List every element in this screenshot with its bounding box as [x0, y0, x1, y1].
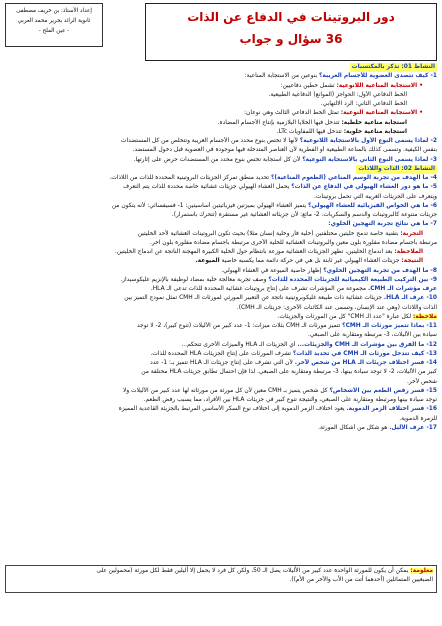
text-segment: بعد اندماج الخليتين، تظهر الجزيئات الغشائية موزعة بانتظام حول الخلية الكبيرة المهجنة الناتجة عن اندماج الخليتين.	[114, 249, 395, 255]
page-title: دور البروتينات في الدفاع عن الذات	[187, 10, 395, 24]
text-segment: • الاستجابة المناعية اللانوعية:	[336, 82, 423, 89]
text-segment: مرتبطة بأجسام مضادة مفلورة بلون معين والبروتينات الغشائية للخلية الأخرى مرتبطة بأجسام مضادة مفلورة بلون آخر.	[149, 239, 437, 246]
text-line	[5, 202, 437, 211]
text-line	[5, 211, 437, 220]
text-line	[5, 230, 437, 239]
text-segment: الميوعة.	[195, 258, 220, 265]
text-line	[5, 424, 437, 433]
text-line	[5, 146, 437, 155]
text-line	[5, 91, 437, 100]
text-segment: يتميز الغشاء الهيولي بميزتين فيزيائيتين أساسيتين: 1- فسيفسائي: لأنه يتكون من	[111, 202, 308, 209]
text-line	[5, 341, 437, 350]
text-segment: النتيجة:	[401, 258, 423, 265]
text-line	[5, 313, 437, 322]
text-segment: ويتعرف على الجزيئات الغريبة التي تحمل بروتينات.	[314, 193, 437, 200]
text-segment: توجد سيادة بينها ومرتبطة ومتقاربة على الصبغي، والنتيجة تنوع كبير في جزيئات HLA بين الأفراد، مما يسبب رفض الطعم.	[143, 397, 437, 403]
text-segment: بتقنية خاصة تدمج خليتين مختلفتين (خلية فأر وخلية إنسان مثلا) بحيث تكون البروتينات الغشائية لأحد الخليتين	[137, 230, 401, 237]
info-note-text-1: يمكن أن يكون للمورثة الواحدة عدد كبير من الأليلات يصل الـ 50، ولكن كل فرد لا يحمل إلا أليلين فقط لكل مورثة (محمولين على	[96, 568, 409, 574]
text-line	[5, 276, 437, 285]
info-note-label: معلومة:	[410, 568, 433, 574]
text-segment: 9- بين التركيب الطبيعة الكيميائية للجزيئات المحددة للذات؟	[268, 276, 437, 283]
text-line	[5, 350, 437, 359]
text-segment: هو شكل من أشكال المورثة.	[318, 424, 390, 431]
text-segment: 11- بماذا تتميز مورثات الـ CMH؟	[342, 323, 437, 329]
text-segment: 5- ما هو دور الغشاء الهيولي في الدفاع عن الذات؟	[291, 184, 437, 191]
text-segment: 17- عرف الأليل.	[389, 424, 437, 431]
text-line	[5, 285, 437, 294]
text-segment: تتميز مورثات الـ CMH بثلاث ميزات: 1- عدد كبير من الأليلات (تنوع كبير)، 2- لا توجد	[136, 323, 343, 329]
text-segment: يحمل الغشاء الهيولي جزيئات غشائية خاصة محددة للذات يتم التعرف	[122, 184, 292, 191]
text-segment: الذات واللاذات (وهي عند الإنسان، وتسمى عند الكائنات الأخرى: جزيئات الـ CMH).	[236, 304, 437, 311]
text-segment: كبير من الأليلات، 2- لا توجد سيادة بينها، 3- مرتبطة ومتقاربة على الصبغي. لذا فإن احتمال تطابق جزيئات HLA مختلفة من	[141, 369, 437, 376]
text-line	[5, 137, 437, 146]
text-segment: بنوعين من الاستجابة المناعية:	[244, 73, 319, 80]
text-line	[5, 183, 437, 192]
qa-content	[5, 63, 437, 433]
text-segment: الخط الدفاعي الأول: الحواجز (الموانع) الدفاعية الطبيعية.	[268, 91, 407, 98]
text-segment: بنفس الكيفية. وتسمى كذلك بالمناعة الطبيعية أو الفطرية لأن العناصر المتدخلة فيها موجودة في العضوية قبل دخول المستضد.	[132, 147, 437, 154]
text-segment: 8- ما الهدف من تجربة التهجين الخلوي؟	[323, 267, 437, 274]
text-line	[5, 128, 437, 137]
school-name: ثانوية الرائد بحرير محمد العربي	[17, 18, 91, 24]
text-segment: تتدخل فيها اللمفاويات LTc.	[276, 128, 344, 135]
text-line	[5, 267, 437, 276]
info-note-box	[5, 565, 437, 593]
text-line	[5, 72, 437, 81]
text-segment: للزمرة الدموية.	[399, 415, 437, 422]
text-line	[5, 415, 437, 424]
text-segment: تحديد منطق تمركز الجزيئات البروتينية المحددة للذات من اللاذات.	[109, 175, 271, 181]
text-line	[5, 156, 437, 165]
text-segment: تشمل خطين دفاعيين:	[280, 82, 337, 89]
text-line	[5, 304, 437, 313]
text-segment: التجربة:	[400, 230, 423, 237]
text-segment: النشاط 02: الذات واللاذات	[356, 165, 437, 174]
text-segment: 1- كيف تتصدى العضوية للأجسام الغريبة؟	[319, 73, 437, 80]
text-line	[5, 378, 437, 387]
text-line	[5, 396, 437, 405]
text-line	[5, 294, 437, 303]
text-segment: سيادة بين الأليلات، 3- مرتبطة ومتقاربة على الصبغي.	[308, 332, 437, 339]
text-line	[5, 359, 437, 368]
text-segment: أي الجزيئات الـ HLA والميزات الأخرى تتحكم...	[181, 341, 298, 348]
text-segment: 13- كيف تتدخل مورثات الـ CMH في تحديد الذات؟	[292, 350, 437, 357]
teacher-name: إعداد الأستاذ: بن خريف مصطفى	[16, 8, 92, 14]
text-line	[5, 174, 437, 183]
text-segment: 4- ما الهدف من تجربة الوسم المناعي (الطعوم المناعية)؟	[270, 175, 437, 181]
text-segment: 6- ما هي الخواص الفيزيائية للغشاء الهيولي؟	[308, 202, 437, 209]
text-segment: الملاحظة:	[394, 249, 423, 255]
text-segment: استجابة مناعية خلوية:	[343, 128, 407, 135]
text-segment: 7- ما هي نتائج تجربة التهجين الخلوي:	[328, 221, 437, 228]
text-line	[5, 387, 437, 396]
text-segment: تمثل الخط الدفاعي الثالث وهي نوعان:	[244, 110, 341, 117]
text-segment: إظهار خاصية الميوعة في الغشاء الهيولي.	[221, 267, 324, 274]
text-segment: جزيئات غشائية ذات طبيعة غليكوبروتينية ناتجة عن التعبير المورثي لمورثات الـ CMH تمثل نمودج التميز بين	[124, 295, 384, 302]
text-line	[5, 100, 437, 109]
page-subtitle: 36 سؤال و جواب	[239, 32, 343, 46]
text-segment: تتدخل فيها الخلايا البلازمية بإنتاج الأجسام المضادة.	[217, 119, 342, 126]
text-line	[5, 109, 437, 118]
text-line	[5, 220, 437, 229]
text-line	[5, 331, 437, 340]
text-line	[5, 257, 437, 266]
text-line	[5, 322, 437, 331]
title-box	[145, 3, 437, 61]
text-segment: لأن كل استجابة تختص بنوع محدد من المستضدات حرض على إثارتها.	[133, 156, 303, 163]
text-line	[5, 63, 437, 72]
text-segment: 10- عرف الـ HLA.	[383, 295, 437, 302]
text-line	[5, 239, 437, 248]
text-segment: عرف مؤشرات الـ CMH.	[367, 286, 437, 292]
text-line	[5, 82, 437, 91]
text-segment: 15- فسر رفض الطعم بين الأشخاص؟	[329, 387, 437, 394]
text-segment: لكل عبارة "عدد الـ CMH" كل من المورثات والجزيئات.	[277, 313, 413, 320]
text-segment: جزيئات متنوعة كالبروتينات والدسم والسكريات. 2- مائع: لأن جزيئاته الغشائية غير مستقرة (تتحرك باستمرار).	[171, 212, 437, 218]
text-segment: 3- لماذا يسمى النوع الثاني بالاستجابة النوعية؟	[302, 156, 437, 163]
text-line	[5, 165, 437, 174]
text-line	[5, 368, 437, 377]
text-line	[5, 248, 437, 257]
text-segment: جزيئات الغشاء الهيولي غير ثابتة بل هي في حركة دائمة مما يكسبه خاصية	[219, 258, 402, 265]
text-segment: تشرف المورثات على إنتاج الجزيئات HLA المحددة للذات.	[150, 350, 293, 357]
school-location: - عين الملح -	[38, 28, 70, 34]
text-segment: 16- فسر اختلاف الزمر الدموية.	[346, 406, 437, 413]
text-segment: مجموعة من المؤشرات تشرف على إنتاج بروتينات غشائية المحددة للذات تدعى الـ HLA.	[150, 286, 368, 292]
worksheet-page	[5, 3, 437, 622]
text-segment: الخط الدفاعي الثاني: الرد الالتهابي.	[320, 101, 407, 107]
text-segment: كل شخص يتميز بـ CMH معين لأن كل مورثة من مورثاته لها عدد كبير من الأليلات ولا	[122, 387, 330, 394]
text-segment: ملاحظة:	[412, 313, 437, 320]
text-segment: لأن التي تشرف على إنتاج جزيئات الـ HLA تتميز بـ: 1- عدد	[150, 360, 295, 366]
text-segment: يعود اختلاف الزمر الدموية إلى اختلاف نوع السكر الأساسي المرتبط بالجزيئة القاعدية المميزة	[118, 406, 347, 413]
text-line	[5, 193, 437, 202]
text-segment: وصف تجربة معالجة خلية بمضاد لوظيفة بالإنزيم غليكوسيداز.	[120, 276, 269, 283]
text-segment: • الاستجابة المناعية النوعية:	[340, 110, 423, 117]
teacher-info-box	[5, 3, 103, 47]
info-note-text-2: الصبغيين المتماثلين (أحدهما أتت من الأب والآخر من الأم)).	[289, 577, 433, 583]
text-segment: 2- لماذا يسمى النوع الأول بالاستجابة اللانوعية؟	[299, 138, 437, 144]
text-line	[5, 119, 437, 128]
text-segment: 12- ما الفرق بين مؤشرات الـ CMH والجزيئات...	[297, 341, 437, 348]
text-segment: 14- فسر اختلاف جزيئات الـ HLA من شخص لآخر.	[294, 360, 437, 366]
text-line	[5, 405, 437, 414]
text-segment: النشاط 01: تذكر بالمكتسبات	[350, 63, 437, 72]
text-segment: لأنها لا تختص بنوع محدد من الأجسام الغريبة وتتخلص من كل المستضدات	[120, 138, 300, 144]
text-segment: استجابة مناعية خلطية:	[341, 119, 407, 126]
text-segment: شخص لآخر.	[407, 378, 437, 385]
